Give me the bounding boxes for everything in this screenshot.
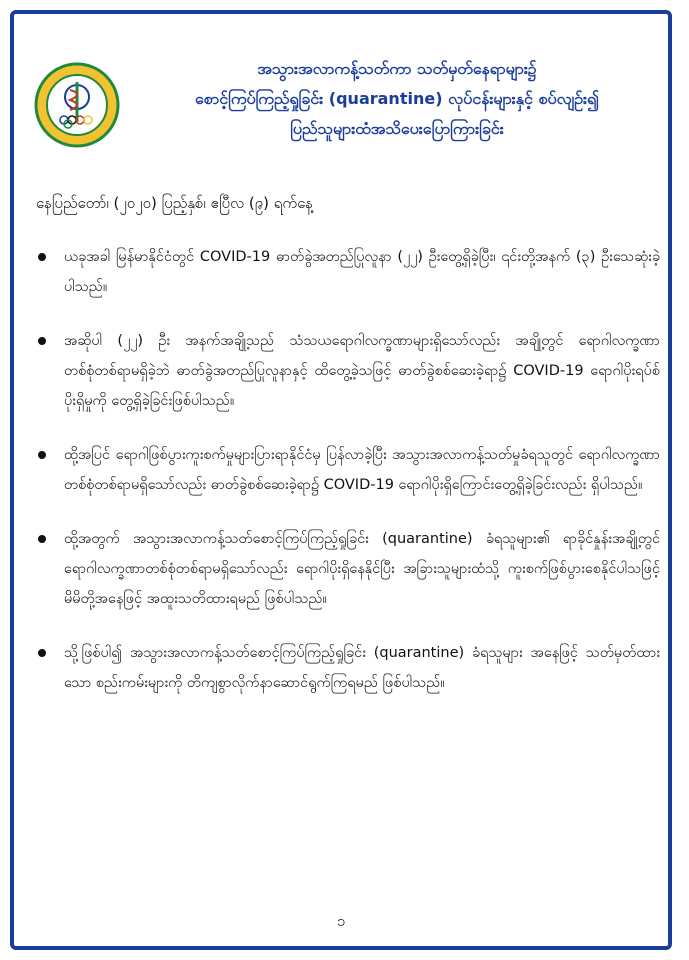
bullet-text: ထို့အတွက် အသွားအလာကန့်သတ်စောင့်ကြပ်ကြည့်ရှုခြင်း (quarantine) ခံရသူများ၏ ရာခိုင်နှုန်းအချို့တွင် ရောဂါလက္ခဏာတစ်စုံတစ်ရာမရှိသော်လည်း ရောဂါပိုးရှိနေနိုင်ပြီး အခြားသူများထံသို့ ကူးစက်ဖြစ်ပွားစေနိုင်ပါသဖြင့် မိမိတို့အနေဖြင့် အထူးသတိထားရမည် ဖြစ်ပါသည်။ xyxy=(64,531,660,607)
bullet-text: ထို့အပြင် ရောဂါဖြစ်ပွားကူးစက်မှုများပြားရာနိုင်ငံမှ ပြန်လာခဲ့ပြီး အသွားအလာကန့်သတ်မှုခံရသူတွင် ရောဂါလက္ခဏာတစ်စုံတစ်ရာမရှိသော်လည်း ဓာတ်ခွဲစစ်ဆေးခဲ့ရာ၌ COVID-19 ရောဂါပိုးရှိကြောင်းတွေ့ရှိခဲ့ခြင်းလည်း ရှိပါသည်။ xyxy=(64,447,660,493)
bullet-text: ယခုအခါ မြန်မာနိုင်ငံတွင် COVID-19 ဓာတ်ခွဲအတည်ပြုလူနာ (၂၂) ဦးတွေ့ရှိခဲ့ပြီး၊ ၎င်းတို့အနက် (၃) ဦးသေဆုံးခဲ့ပါသည်။ xyxy=(64,249,660,295)
header xyxy=(28,54,662,162)
bullet-icon xyxy=(38,253,46,261)
bullet-icon xyxy=(38,649,46,657)
bullet-icon xyxy=(38,337,46,345)
bullet-text: အဆိုပါ (၂၂) ဦး အနက်အချို့သည် သံသယရောဂါလက္ခဏာများရှိသော်လည်း အချို့တွင် ရောဂါလက္ခဏာတစ်စုံတစ်ရာမရှိခဲ့ဘဲ ဓာတ်ခွဲအတည်ပြုလူနာနှင့် ထိတွေ့ခဲ့သဖြင့် ဓာတ်ခွဲစစ်ဆေးခဲ့ရာ၌ COVID-19 ရောဂါပိုးရပ်စ်ပိုးရှိမှုကို တွေ့ရှိခဲ့ခြင်းဖြစ်ပါသည်။ xyxy=(64,333,660,409)
bullet-text: သို့ဖြစ်ပါ၍ အသွားအလာကန့်သတ်စောင့်ကြပ်ကြည့်ရှုခြင်း (quarantine) ခံရသူများ အနေဖြင့် သတ်မှတ်ထားသော စည်းကမ်းများကို တိကျစွာလိုက်နာဆောင်ရွက်ကြရမည် ဖြစ်ပါသည်။ xyxy=(64,645,660,691)
ministry-logo-icon xyxy=(34,62,120,148)
date-line: နေပြည်တော်၊ (၂၀၂၀) ပြည့်နှစ်၊ ဧပြီလ (၉) ရက်နေ့ xyxy=(36,194,313,212)
page-number: ၁ xyxy=(336,912,346,930)
bullet-item xyxy=(34,242,660,302)
bullet-list xyxy=(34,242,660,722)
bullet-icon xyxy=(38,451,46,459)
bullet-item xyxy=(34,524,660,614)
bullet-icon xyxy=(38,535,46,543)
document-page xyxy=(10,10,672,950)
bullet-item xyxy=(34,638,660,698)
title-line-2: စောင့်ကြပ်ကြည့်ရှုခြင်း (quarantine) လုပ်ငန်းများနှင့် စပ်လျဉ်း၍ xyxy=(194,89,600,108)
bullet-item xyxy=(34,326,660,416)
title-line-3: ပြည်သူများထံအသိပေးပြောကြားခြင်း xyxy=(290,119,504,138)
notice-title xyxy=(132,54,662,144)
bullet-item xyxy=(34,440,660,500)
title-line-1: အသွားအလာကန့်သတ်ကာ သတ်မှတ်နေရာများ၌ xyxy=(257,59,537,78)
